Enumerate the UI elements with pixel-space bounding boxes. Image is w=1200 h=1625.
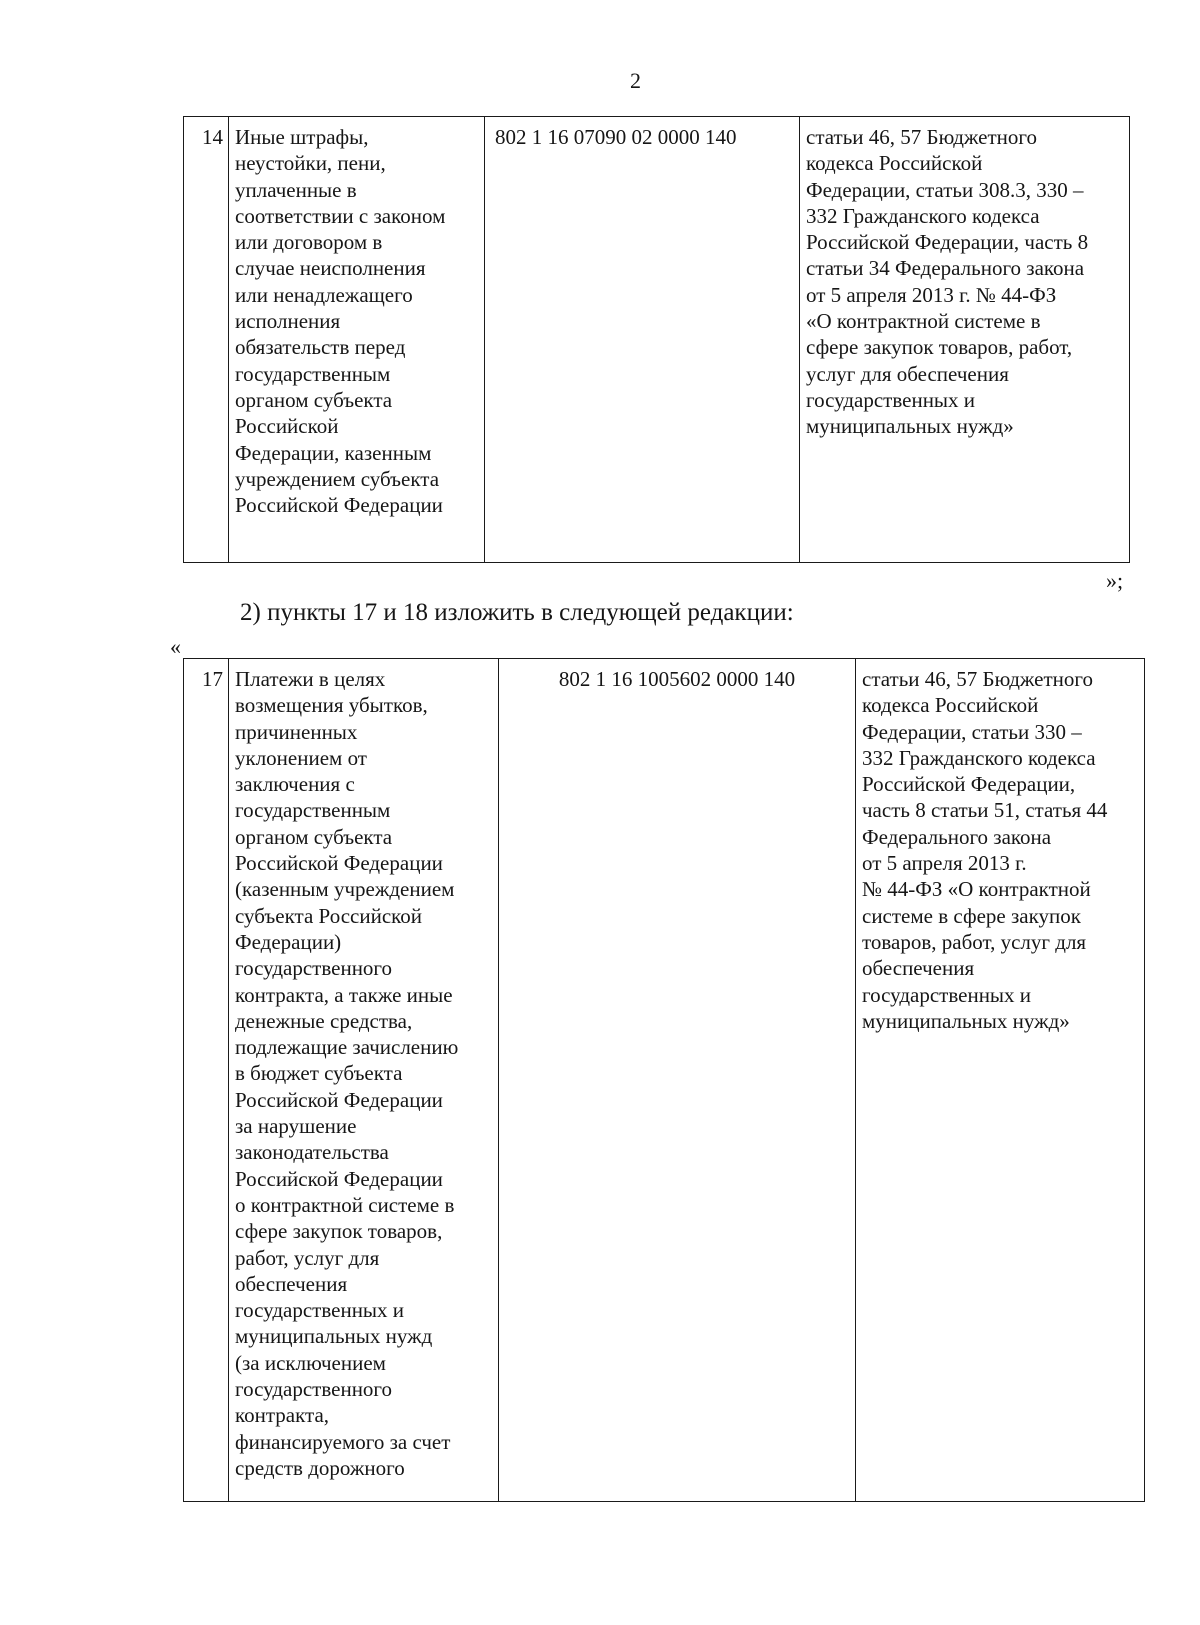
text-line: Федерации, статьи 330 – [862, 719, 1082, 744]
text-line: Российской Федерации [235, 851, 443, 876]
text-line: соответствии с законом [235, 203, 446, 228]
text-line: часть 8 статьи 51, статья 44 [862, 798, 1108, 823]
text-line: государственных и [806, 387, 976, 412]
income-description [229, 117, 485, 563]
text-line: услуг для обеспечения [806, 361, 1009, 386]
text-line: Иные штрафы, [235, 125, 369, 149]
text-line: подлежащие зачислению [235, 1035, 459, 1060]
text-line: муниципальных нужд [235, 1324, 433, 1349]
text-line: уклонением от [235, 745, 367, 770]
page-number: 2 [630, 68, 641, 93]
text-line: возмещения убытков, [235, 693, 428, 718]
text-line: Российской Федерации [235, 1166, 443, 1191]
text-line: причиненных [235, 719, 358, 744]
text-line: государственным [235, 798, 391, 823]
text-line: от 5 апреля 2013 г. [862, 851, 1027, 876]
text-line: в бюджет субъекта [235, 1061, 403, 1086]
text-line: или ненадлежащего [235, 282, 413, 307]
text-line: Федерации) [235, 929, 342, 954]
text-line: Российской [235, 414, 339, 439]
text-line: товаров, работ, услуг для [862, 929, 1087, 954]
text-line: «О контрактной системе в [806, 309, 1041, 334]
income-codes-table-row-17 [183, 658, 1145, 1502]
budget-classification-code: 802 1 16 1005602 0000 140 [499, 659, 856, 1502]
text-line: учреждением субъекта [235, 466, 440, 491]
opening-quote: « [170, 634, 181, 659]
text-line: работ, услуг для [235, 1245, 380, 1270]
budget-classification-code: 802 1 16 07090 02 0000 140 [485, 117, 800, 563]
table-row [184, 117, 1130, 563]
text-line: от 5 апреля 2013 г. № 44-ФЗ [806, 282, 1057, 307]
text-line: органом субъекта [235, 824, 393, 849]
text-line: № 44-ФЗ «О контрактной [862, 877, 1091, 902]
text-line: неустойки, пени, [235, 151, 386, 176]
text-line: за нарушение [235, 1114, 357, 1139]
text-line: (за исключением [235, 1350, 386, 1375]
text-line: Российской Федерации, часть 8 [806, 230, 1089, 255]
text-line: финансируемого за счет [235, 1429, 451, 1454]
text-line: статьи 34 Федерального закона [806, 256, 1085, 281]
text-line: (казенным учреждением [235, 877, 455, 902]
text-line: государственным [235, 361, 391, 386]
text-line: обязательств перед [235, 335, 406, 360]
legal-basis [800, 117, 1130, 563]
income-description [229, 659, 499, 1502]
text-line: Федерального закона [862, 824, 1052, 849]
text-line: кодекса Российской [862, 693, 1039, 718]
text-line: сфере закупок товаров, работ, [806, 335, 1073, 360]
text-line: контракта, [235, 1403, 330, 1428]
legal-basis [856, 659, 1145, 1502]
text-line: или договором в [235, 230, 383, 255]
text-line: контракта, а также иные [235, 982, 453, 1007]
text-line: субъекта Российской [235, 903, 423, 928]
amendment-instruction: 2) пункты 17 и 18 изложить в следующей редакции: [240, 599, 794, 626]
text-line: о контрактной системе в [235, 1192, 455, 1217]
row-number: 14 [184, 117, 229, 563]
text-line: Федерации, статьи 308.3, 330 – [806, 177, 1084, 202]
text-line: муниципальных нужд» [806, 414, 1014, 439]
text-line: денежные средства, [235, 1008, 413, 1033]
text-line: 332 Гражданского кодекса [806, 203, 1040, 228]
table-row [184, 659, 1145, 1502]
text-line: Российской Федерации [235, 1087, 443, 1112]
text-line: Федерации, казенным [235, 440, 432, 465]
text-line: Российской Федерации, [862, 772, 1076, 797]
text-line: обеспечения [862, 956, 975, 981]
text-line: 332 Гражданского кодекса [862, 745, 1096, 770]
closing-quote: »; [1106, 568, 1124, 593]
text-line: Российской Федерации [235, 493, 443, 518]
text-line: законодательства [235, 1140, 389, 1165]
text-line: сфере закупок товаров, [235, 1219, 443, 1244]
text-line: государственных и [862, 982, 1032, 1007]
income-codes-table-row-14 [183, 116, 1130, 563]
text-line: исполнения [235, 309, 341, 334]
row-number: 17 [184, 659, 229, 1502]
text-line: средств дорожного [235, 1455, 405, 1480]
text-line: государственного [235, 1377, 393, 1402]
text-line: Платежи в целях [235, 667, 386, 691]
text-line: статьи 46, 57 Бюджетного [862, 667, 1093, 691]
text-line: уплаченные в [235, 177, 357, 202]
text-line: заключения с [235, 772, 355, 797]
text-line: государственных и [235, 1298, 405, 1323]
text-line: обеспечения [235, 1271, 348, 1296]
text-line: муниципальных нужд» [862, 1008, 1070, 1033]
text-line: органом субъекта [235, 387, 393, 412]
text-line: случае неисполнения [235, 256, 426, 281]
text-line: статьи 46, 57 Бюджетного [806, 125, 1037, 149]
text-line: системе в сфере закупок [862, 903, 1081, 928]
text-line: государственного [235, 956, 393, 981]
text-line: кодекса Российской [806, 151, 983, 176]
